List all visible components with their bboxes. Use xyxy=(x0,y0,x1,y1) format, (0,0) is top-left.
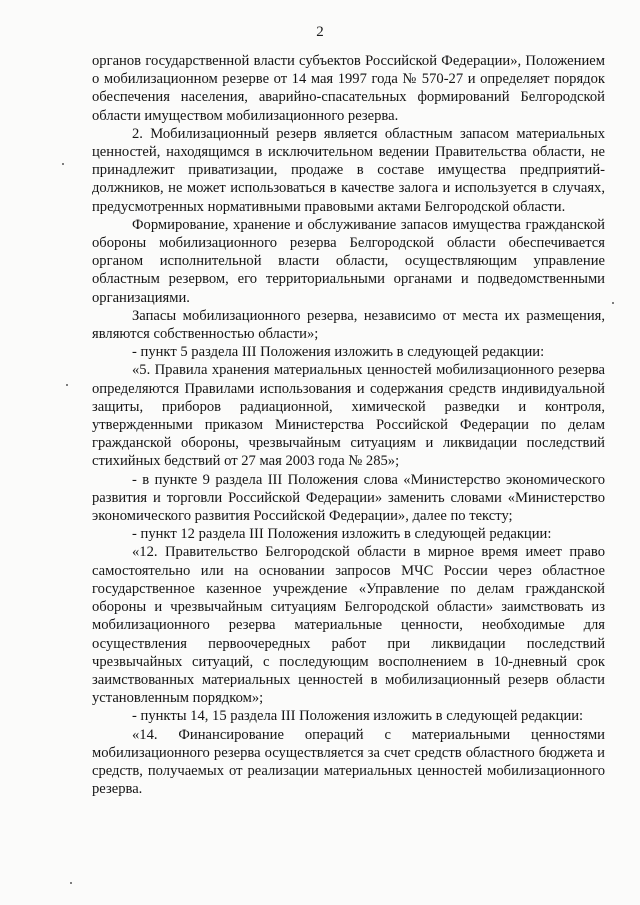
paragraph-amend-item-12: - пункт 12 раздела III Положения изложить в следующей редакции: xyxy=(132,526,552,543)
paragraph-item-5-text: «5. Правила хранения материальных ценностей мобилизационного резерва определяются Правилами использования и содержания средств индивидуальной защиты, приборов радиационной, химической разведки и контроля, утвержденными приказом Министерства Российской Федерации по делам гражданской обороны, чрезвычайным ситуациям и ликвидации последствий стихийных бедствий от 27 мая 2003 года № 285»; xyxy=(92,362,605,470)
scan-speck xyxy=(62,163,64,165)
paragraph-reserves: Запасы мобилизационного резерва, независимо от места их размещения, являются собственностью области»; xyxy=(92,307,605,343)
scan-speck xyxy=(70,882,72,884)
paragraph-amend-item-9: - в пункте 9 раздела III Положения слова «Министерство экономического развития и торговли Российской Федерации» заменить словами «Министерство экономического развития Российской Федерации», далее по тексту; xyxy=(92,471,605,525)
paragraph-item-12-text: «12. Правительство Белгородской области в мирное время имеет право самостоятельно или на основании запросов МЧС России через областное государственное казенное учреждение «Управление по делам гражданской обороны и чрезвычайным ситуациям Белгородской области» заимствовать из мобилизационного резерва материальные ценности, необходимые для осуществления первоочередных работ при ликвидации последствий чрезвычайных ситуаций, с последующим восполнением в 10-дневный срок заимствованных материальных ценностей в мобилизационный резерв области установленным порядком»; xyxy=(92,544,605,707)
paragraph-amend-item-5: - пункт 5 раздела III Положения изложить в следующей редакции: xyxy=(132,344,545,361)
scan-speck xyxy=(66,384,68,386)
paragraph-item-2: 2. Мобилизационный резерв является областным запасом материальных ценностей, находящимся в исключительном ведении Правительства области, не принадлежит приватизации, продаже в составе имущества предприятий-должников, не может использоваться в качестве залога и используется в случаях, предусмотренных нормативными правовыми актами Белгородской области. xyxy=(92,125,605,215)
scan-speck xyxy=(612,302,614,304)
paragraph-item-14-text: «14. Финансирование операций с материальными ценностями мобилизационного резерва осуществляется за счет средств областного бюджета и средств, получаемых от реализации материальных ценностей мобилизационного резерва. xyxy=(92,726,605,798)
paragraph-continuation: органов государственной власти субъектов Российской Федерации», Положением о мобилизационном резерве от 14 мая 1997 года № 570-27 и определяет порядок обеспечения населения, аварийно-спасательных формирований Белгородской области имуществом мобилизационного резерва. xyxy=(92,53,605,124)
document-body xyxy=(92,52,605,798)
page-number: 2 xyxy=(316,24,324,40)
paragraph-amend-items-14-15: - пункты 14, 15 раздела III Положения изложить в следующей редакции: xyxy=(132,708,584,725)
paragraph-formation: Формирование, хранение и обслуживание запасов имущества гражданской обороны мобилизационного резерва Белгородской области обеспечивается органом исполнительной власти области, осуществляющим управление областным резервом, его территориальными органами и подведомственными организациями. xyxy=(92,216,605,306)
